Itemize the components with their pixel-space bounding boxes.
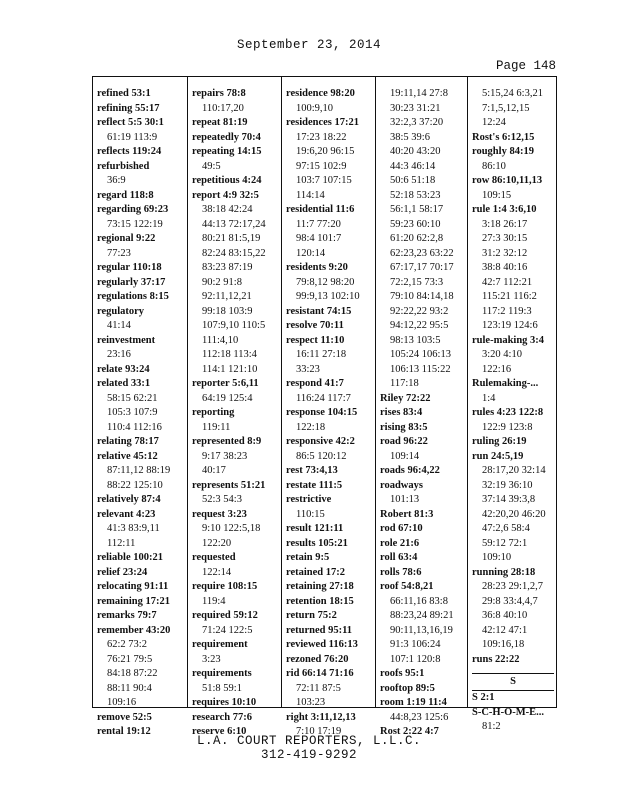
index-entry: result 121:11	[286, 523, 344, 534]
index-entry: relocating 91:11	[97, 581, 169, 592]
index-entry: required 59:12	[192, 610, 258, 621]
index-entry-continuation: 88:23,24 89:21	[390, 610, 454, 621]
index-entry: retention 18:15	[286, 595, 354, 607]
index-entry: relatively 87:4	[97, 494, 161, 505]
index-entry: repeatedly 70:4	[192, 131, 261, 143]
index-entry-continuation: 109:15	[482, 189, 512, 201]
index-entry-continuation: 101:13	[390, 494, 420, 505]
index-entry: regional 9:22	[97, 233, 156, 244]
index-entry: rules 4:23 122:8	[472, 407, 544, 418]
index-entry: runs 22:22	[472, 653, 520, 665]
index-entry-continuation: 28:23 29:1,2,7	[482, 581, 543, 592]
index-entry-continuation: 3:20 4:10	[482, 349, 522, 360]
index-entry: retained 17:2	[286, 566, 346, 578]
index-entry-continuation: 94:12,22 95:5	[390, 320, 449, 331]
index-entry-continuation: 103:23	[296, 697, 326, 708]
index-entry: refined 53:1	[97, 88, 151, 99]
index-entry-continuation: 30:23 31:21	[390, 102, 441, 114]
index-entry: remember 43:20	[97, 624, 171, 636]
index-entry-continuation: 87:11,12 88:19	[107, 465, 171, 476]
index-entry-continuation: 115:21 116:2	[482, 291, 537, 302]
index-entry: rooftop 89:5	[380, 682, 435, 694]
index-entry-continuation: 112:11	[107, 537, 136, 549]
index-entry-continuation: 122:16	[482, 363, 512, 375]
index-entry-continuation: 44:13 72:17,24	[202, 218, 266, 230]
index-entry-continuation: 99:18 103:9	[202, 305, 253, 317]
index-entry: Rost's 6:12,15	[472, 131, 535, 143]
index-entry: remaining 17:21	[97, 595, 171, 607]
index-entry-continuation: 42:20,20 46:20	[482, 508, 546, 520]
index-entry-continuation: 3:18 26:17	[482, 218, 528, 230]
index-entry-continuation: 86:10	[482, 160, 506, 172]
index-entry: roadways	[380, 479, 423, 491]
index-entry: rises 83:4	[380, 407, 423, 418]
index-entry: related 33:1	[97, 378, 151, 389]
index-entry-continuation: 62:23,23 63:22	[390, 247, 454, 259]
index-entry-continuation: 79:10 84:14,18	[390, 291, 454, 302]
index-entry: requirement	[192, 639, 248, 650]
index-entry: represented 8:9	[192, 436, 262, 447]
index-entry-continuation: 109:16	[107, 697, 137, 708]
index-column-4	[375, 77, 467, 737]
index-entry-continuation: 41:14	[107, 320, 131, 331]
index-entry-continuation: 116:24 117:7	[296, 392, 351, 404]
index-entry: rolls 78:6	[380, 566, 422, 578]
index-entry: return 75:2	[286, 610, 337, 621]
index-entry-continuation: 110:4 112:16	[107, 421, 162, 433]
index-entry: regulatory	[97, 305, 145, 317]
index-entry-continuation: 32:19 36:10	[482, 479, 533, 491]
index-entry: repeat 81:19	[192, 117, 248, 128]
index-entry-continuation: 103:7 107:15	[296, 175, 352, 186]
index-entry-continuation: 109:16,18	[482, 639, 525, 650]
index-entry-continuation: 42:7 112:21	[482, 276, 533, 288]
index-entry-continuation: 9:17 38:23	[202, 450, 248, 462]
index-entry: requirements	[192, 668, 252, 679]
index-entry: repetitious 4:24	[192, 175, 262, 186]
index-entry-continuation: 31:2 32:12	[482, 247, 528, 259]
index-entry-continuation: 122:20	[202, 537, 232, 549]
index-entry: requires 10:10	[192, 697, 257, 708]
index-entry-continuation: 38:18 42:24	[202, 204, 253, 215]
index-entry-continuation: 27:3 30:15	[482, 233, 528, 244]
index-entry: relate 93:24	[97, 363, 150, 375]
index-entry-continuation: 77:23	[107, 247, 131, 259]
index-entry: residence 98:20	[286, 88, 355, 99]
index-entry-continuation: 92:22,22 93:2	[390, 305, 449, 317]
index-entry: roads 96:4,22	[380, 465, 440, 476]
index-entry-continuation: 111:4,10	[202, 334, 239, 346]
index-entry: roll 63:4	[380, 552, 418, 563]
index-entry-continuation: 38:5 39:6	[390, 131, 430, 143]
index-entry-continuation: 119:11	[202, 421, 231, 433]
index-entry-continuation: 90:2 91:8	[202, 276, 242, 288]
index-entry-continuation: 47:2,6 58:4	[482, 523, 530, 534]
index-entry-continuation: 99:9,13 102:10	[296, 291, 360, 302]
index-entry-continuation: 51:8 59:1	[202, 682, 242, 694]
index-entry-continuation: 66:11,16 83:8	[390, 595, 448, 607]
index-entry: Robert 81:3	[380, 508, 434, 520]
index-entry-continuation: 86:5 120:12	[296, 450, 347, 462]
index-entry: reflects 119:24	[97, 146, 162, 157]
index-entry: roughly 84:19	[472, 146, 534, 157]
index-entry-continuation: 1:4	[482, 392, 496, 404]
index-entry: rising 83:5	[380, 421, 428, 433]
index-entry-continuation: 7:10 17:19	[296, 726, 342, 737]
index-entry: rod 67:10	[380, 523, 423, 534]
index-entry-continuation: 106:13 115:22	[390, 363, 451, 375]
index-entry: requested	[192, 552, 236, 563]
index-entry: repeating 14:15	[192, 146, 262, 157]
index-entry: S 2:1	[472, 692, 495, 703]
index-entry-continuation: 29:8 33:4,4,7	[482, 595, 538, 607]
index-entry-continuation: 7:1,5,12,15	[482, 102, 530, 114]
index-entry-continuation: 97:15 102:9	[296, 160, 347, 172]
section-letter-divider: S	[472, 673, 554, 691]
index-column-5	[467, 77, 558, 732]
index-entry: rid 66:14 71:16	[286, 668, 354, 679]
index-entry: right 3:11,12,13	[286, 711, 356, 723]
index-entry: rezoned 76:20	[286, 653, 349, 665]
index-entry: Rost 2:22 4:7	[380, 726, 439, 737]
index-entry-continuation: 109:14	[390, 450, 420, 462]
index-entry: rest 73:4,13	[286, 465, 338, 476]
index-entry: relief 23:24	[97, 566, 148, 578]
index-entry-continuation: 81:2	[482, 721, 501, 732]
index-entry: reliable 100:21	[97, 552, 164, 563]
index-entry-continuation: 112:18 113:4	[202, 349, 257, 360]
index-entry-continuation: 109:10	[482, 552, 512, 563]
index-entry: respect 11:10	[286, 334, 345, 346]
index-entry-continuation: 59:12 72:1	[482, 537, 528, 549]
reporter-name: L.A. COURT REPORTERS, L.L.C.	[196, 734, 422, 748]
index-entry-continuation: 105:24 106:13	[390, 349, 451, 360]
index-entry-continuation: 12:24	[482, 117, 506, 128]
index-entry: reporter 5:6,11	[192, 378, 259, 389]
index-entry-continuation: 105:3 107:9	[107, 407, 158, 418]
index-entry: report 4:9 32:5	[192, 189, 259, 201]
index-entry: resolve 70:11	[286, 320, 344, 331]
reporter-phone: 312-419-9292	[260, 748, 357, 762]
index-entry: residential 11:6	[286, 204, 355, 215]
index-entry: restrictive	[286, 494, 332, 505]
index-entry-continuation: 100:9,10	[296, 102, 334, 114]
index-entry-continuation: 84:18 87:22	[107, 668, 158, 679]
index-entry-continuation: 19:11,14 27:8	[390, 88, 448, 99]
index-entry: response 104:15	[286, 407, 358, 418]
index-entry-continuation: 122:14	[202, 566, 232, 578]
index-entry-continuation: 52:18 53:23	[390, 189, 441, 201]
index-entry-continuation: 36:8 40:10	[482, 610, 528, 621]
index-entry: refurbished	[97, 160, 150, 172]
index-entry-continuation: 88:11 90:4	[107, 682, 152, 694]
index-entry-continuation: 44:3 46:14	[390, 160, 436, 172]
index-entry-continuation: 36:9	[107, 175, 126, 186]
index-entry: Riley 72:22	[380, 392, 431, 404]
index-entry: roof 54:8,21	[380, 581, 434, 592]
index-entry-continuation: 58:15 62:21	[107, 392, 158, 404]
index-entry: regular 110:18	[97, 262, 162, 273]
index-entry: run 24:5,19	[472, 450, 524, 462]
index-entry: responsive 42:2	[286, 436, 355, 447]
index-entry: row 86:10,11,13	[472, 175, 543, 186]
index-entry-continuation: 82:24 83:15,22	[202, 247, 266, 259]
index-entry-continuation: 98:13 103:5	[390, 334, 441, 346]
index-entry-continuation: 73:15 122:19	[107, 218, 163, 230]
index-entry-continuation: 37:14 39:3,8	[482, 494, 536, 505]
index-column-1	[93, 77, 187, 737]
index-entry-continuation: 56:1,1 58:17	[390, 204, 444, 215]
index-entry: relating 78:17	[97, 436, 159, 447]
index-entry-continuation: 88:22 125:10	[107, 479, 163, 491]
index-entry: reflect 5:5 30:1	[97, 117, 164, 128]
index-entry-continuation: 92:11,12,21	[202, 291, 252, 302]
index-entry: restate 111:5	[286, 479, 343, 491]
index-entry-continuation: 72:11 87:5	[296, 682, 341, 694]
index-entry: request 3:23	[192, 508, 247, 520]
index-entry: rental 19:12	[97, 726, 151, 737]
index-table	[92, 76, 557, 737]
index-entry: reporting	[192, 407, 235, 418]
index-entry-continuation: 59:23 60:10	[390, 218, 441, 230]
index-entry: room 1:19 11:4	[380, 697, 447, 708]
index-entry: respond 41:7	[286, 378, 344, 389]
index-entry-continuation: 23:16	[107, 349, 131, 360]
index-entry-continuation: 80:21 81:5,19	[202, 233, 261, 244]
index-entry: regarding 69:23	[97, 204, 169, 215]
index-entry-continuation: 32:2,3 37:20	[390, 117, 444, 128]
index-entry-continuation: 114:14	[296, 189, 325, 201]
index-entry: relative 45:12	[97, 450, 158, 462]
index-entry-continuation: 52:3 54:3	[202, 494, 242, 505]
index-entry-continuation: 123:19 124:6	[482, 320, 538, 331]
index-entry-continuation: 117:18	[390, 378, 419, 389]
index-entry: residences 17:21	[286, 117, 360, 128]
index-entry: residents 9:20	[286, 262, 348, 273]
index-entry: rule-making 3:4	[472, 334, 545, 346]
index-entry: returned 95:11	[286, 624, 353, 636]
index-entry: reserve 6:10	[192, 726, 247, 737]
index-entry: remarks 79:7	[97, 610, 157, 621]
index-entry-continuation: 110:15	[296, 508, 325, 520]
index-column-2	[187, 77, 281, 737]
index-entry-continuation: 110:17,20	[202, 102, 244, 114]
index-entry: remove 52:5	[97, 711, 152, 723]
index-entry: relevant 4:23	[97, 508, 156, 520]
index-entry: Rulemaking-...	[472, 378, 539, 389]
index-entry-continuation: 42:12 47:1	[482, 624, 528, 636]
index-entry: require 108:15	[192, 581, 258, 592]
index-entry-continuation: 17:23 18:22	[296, 131, 347, 143]
index-entry-continuation: 19:6,20 96:15	[296, 146, 355, 157]
index-entry-continuation: 76:21 79:5	[107, 653, 153, 665]
index-entry-continuation: 9:10 122:5,18	[202, 523, 261, 534]
index-entry: regard 118:8	[97, 189, 154, 201]
index-entry: S-C-H-O-M-E...	[472, 706, 545, 718]
index-entry-continuation: 50:6 51:18	[390, 175, 436, 186]
index-entry: ruling 26:19	[472, 436, 527, 447]
index-entry: represents 51:21	[192, 479, 266, 491]
index-entry: roofs 95:1	[380, 668, 425, 679]
index-entry-continuation: 107:1 120:8	[390, 653, 441, 665]
index-entry-continuation: 11:7 77:20	[296, 218, 341, 230]
index-entry: role 21:6	[380, 537, 420, 549]
index-entry-continuation: 3:23	[202, 653, 221, 665]
index-entry-continuation: 98:4 101:7	[296, 233, 342, 244]
index-entry-continuation: 41:3 83:9,11	[107, 523, 160, 534]
index-entry: regulations 8:15	[97, 291, 169, 302]
index-entry: rule 1:4 3:6,10	[472, 204, 537, 215]
index-entry-continuation: 28:17,20 32:14	[482, 465, 546, 476]
index-entry-continuation: 91:3 106:24	[390, 639, 441, 650]
index-entry-continuation: 71:24 122:5	[202, 624, 253, 636]
index-entry-continuation: 79:8,12 98:20	[296, 276, 355, 288]
index-entry-continuation: 33:23	[296, 363, 320, 375]
index-entry-continuation: 114:1 121:10	[202, 363, 258, 375]
page-number: Page 148	[495, 59, 556, 73]
index-entry-continuation: 40:20 43:20	[390, 146, 441, 157]
index-entry: refining 55:17	[97, 102, 160, 114]
index-entry: retain 9:5	[286, 552, 330, 563]
index-entry-continuation: 72:2,15 73:3	[390, 276, 444, 288]
index-entry-continuation: 117:2 119:3	[482, 305, 532, 317]
index-entry-continuation: 61:20 62:2,8	[390, 233, 444, 244]
index-entry: running 28:18	[472, 566, 536, 578]
index-entry-continuation: 67:17,17 70:17	[390, 262, 454, 273]
index-entry-continuation: 61:19 113:9	[107, 131, 158, 143]
index-entry-continuation: 16:11 27:18	[296, 349, 347, 360]
index-entry-continuation: 64:19 125:4	[202, 392, 253, 404]
index-entry: research 77:6	[192, 711, 252, 723]
index-entry-continuation: 49:5	[202, 160, 221, 172]
transcript-date: September 23, 2014	[236, 38, 382, 52]
index-entry-continuation: 90:11,13,16,19	[390, 624, 453, 636]
index-entry-continuation: 122:18	[296, 421, 326, 433]
index-entry-continuation: 5:15,24 6:3,21	[482, 88, 543, 99]
index-entry-continuation: 122:9 123:8	[482, 421, 533, 433]
index-entry-continuation: 44:8,23 125:6	[390, 711, 449, 723]
index-entry: regularly 37:17	[97, 276, 166, 288]
index-entry: road 96:22	[380, 436, 428, 447]
index-entry: repairs 78:8	[192, 88, 246, 99]
index-entry-continuation: 120:14	[296, 247, 326, 259]
index-entry: reinvestment	[97, 334, 156, 346]
index-entry-continuation: 40:17	[202, 465, 226, 476]
index-entry-continuation: 62:2 73:2	[107, 639, 147, 650]
index-entry: retaining 27:18	[286, 581, 354, 592]
index-entry: results 105:21	[286, 537, 348, 549]
index-column-3	[281, 77, 375, 737]
index-entry-continuation: 83:23 87:19	[202, 262, 253, 273]
index-entry-continuation: 107:9,10 110:5	[202, 320, 266, 331]
index-entry: resistant 74:15	[286, 305, 352, 317]
index-entry: reviewed 116:13	[286, 639, 358, 650]
index-entry-continuation: 119:4	[202, 595, 226, 607]
index-entry-continuation: 38:8 40:16	[482, 262, 528, 273]
